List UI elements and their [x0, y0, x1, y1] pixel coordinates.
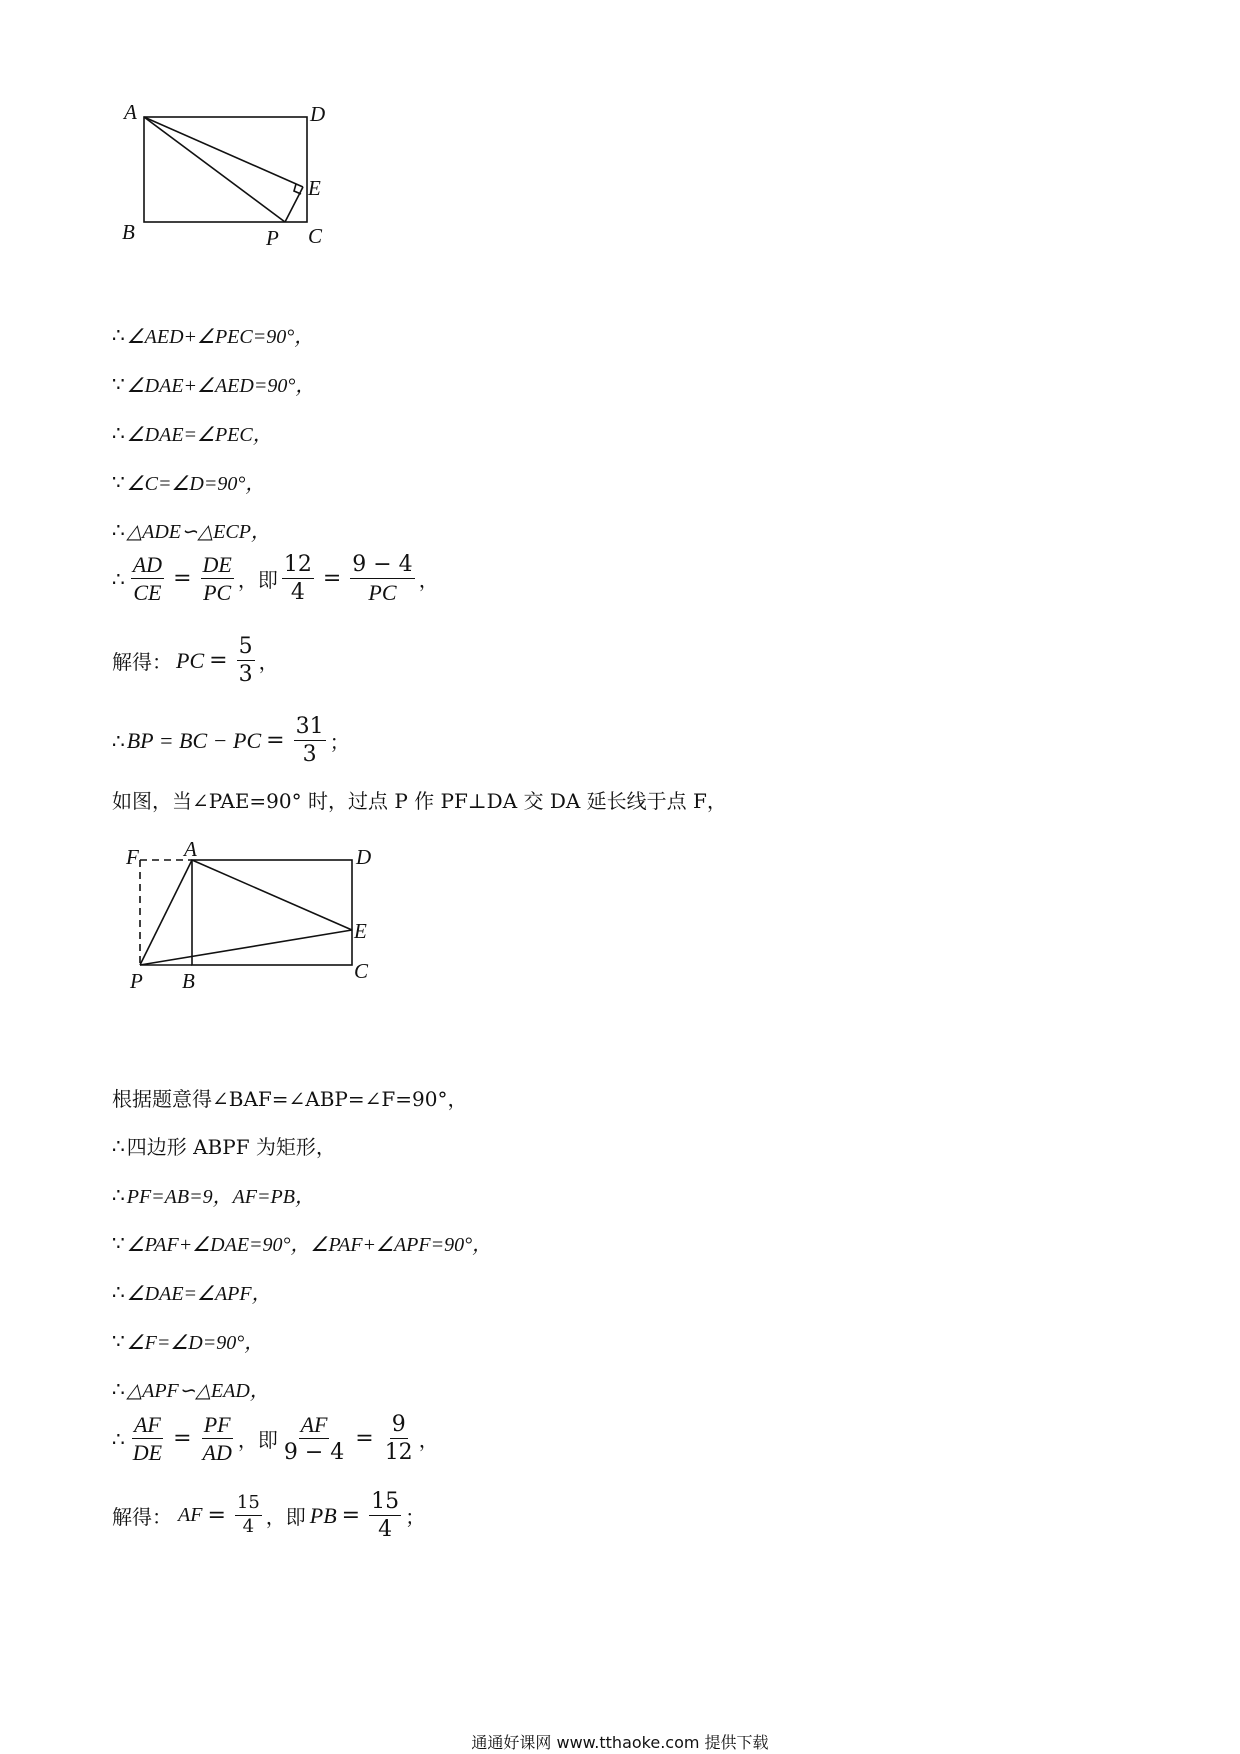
step-11: ∴ 四边形 ABPF 为矩形，	[112, 1133, 336, 1159]
step-16: ∴ △APF∽△EAD，	[112, 1376, 270, 1402]
step-3: ∴ ∠DAE=∠PEC，	[112, 420, 273, 446]
label-F: F	[126, 845, 139, 869]
label-B: B	[122, 220, 135, 244]
label-D: D	[310, 102, 326, 126]
fraction-PF-AD: $\frac{PF}{AD}$	[202, 1412, 232, 1466]
step-4: ∵ ∠C=∠D=90°，	[112, 469, 266, 495]
step-2: ∵ ∠DAE+∠AED=90°，	[112, 371, 316, 397]
figure-rectangle-1	[110, 95, 330, 255]
fraction-DE-PC: $\frac{DE}{PC}$	[202, 552, 232, 606]
label-D: D	[356, 845, 372, 869]
step-13: ∵ ∠PAF+∠DAE=90°，∠PAF+∠APF=90°，	[112, 1230, 493, 1256]
step-17: ∴ $\frac{AF}{DE}$ = $\frac{PF}{AD}$ ，即 $\frac{AF}{9 - 4}$ = $\frac{9}{12}$ ，	[112, 1412, 439, 1466]
fraction-AD-CE: $\frac{AD}{CE}$	[132, 552, 163, 606]
label-C: C	[308, 224, 323, 248]
fraction-12-4: $\frac{12}{4}$	[283, 552, 312, 606]
step-1: ∴ ∠AED+∠PEC=90°，	[112, 322, 315, 348]
page-footer: 通通好课网 www.tthaoke.com 提供下载	[471, 1733, 769, 1752]
figure-rectangle-2	[118, 838, 378, 998]
label-E: E	[354, 919, 367, 943]
label-C: C	[354, 959, 369, 983]
label-A: A	[124, 100, 137, 124]
fraction-5-3: $\frac{5}{3}$	[238, 634, 253, 688]
step-10: 根据题意得∠BAF=∠ABP=∠F=90°，	[112, 1087, 468, 1111]
fraction-5-PC: $\frac{9 - 4}{PC}$	[352, 552, 413, 606]
label-B: B	[182, 969, 195, 993]
fraction-15-4-a: $\frac{15}{4}$	[236, 1492, 260, 1538]
fraction-31-3: $\frac{31}{3}$	[295, 714, 324, 768]
step-18: 解得： AF = $\frac{15}{4}$ ，即 PB = $\frac{15}{4}$ ；	[112, 1489, 426, 1543]
fraction-15-4-b: $\frac{15}{4}$	[371, 1489, 400, 1543]
step-5: ∴ △ADE∽△ECP，	[112, 517, 271, 543]
fraction-9-12: $\frac{9}{12}$	[384, 1412, 413, 1466]
step-14: ∴ ∠DAE=∠APF，	[112, 1279, 272, 1305]
step-9: 如图，当∠PAE=90° 时，过点 P 作 PF⊥DA 交 DA 延长线于点 F，	[112, 789, 727, 813]
step-12: ∴ PF=AB=9，AF=PB，	[112, 1182, 315, 1208]
step-7: 解得： PC = $\frac{5}{3}$ ，	[112, 634, 279, 688]
label-P: P	[266, 226, 279, 250]
step-8: ∴ BP = BC − PC = $\frac{31}{3}$ ；	[112, 714, 350, 768]
step-6: ∴ $\frac{AD}{CE}$ = $\frac{DE}{PC}$ ，即 $\frac{12}{4}$ = $\frac{9 - 4}{PC}$ ，	[112, 552, 439, 606]
label-E: E	[308, 176, 321, 200]
label-P: P	[130, 969, 143, 993]
fraction-AF-DE: $\frac{AF}{DE}$	[132, 1412, 163, 1466]
step-15: ∵ ∠F=∠D=90°，	[112, 1328, 265, 1354]
label-A: A	[184, 838, 197, 861]
fraction-AF-5: $\frac{AF}{9 - 4}$	[283, 1412, 345, 1466]
